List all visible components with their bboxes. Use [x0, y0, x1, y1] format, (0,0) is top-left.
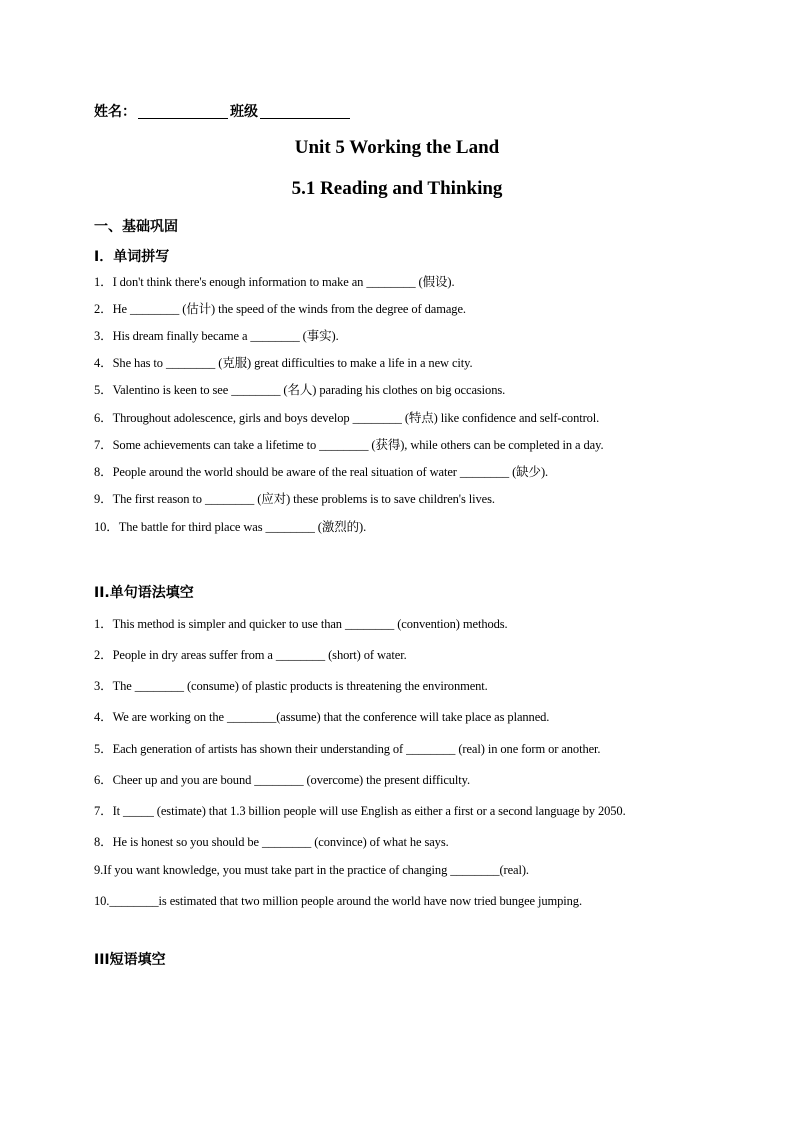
list-item	[94, 326, 339, 344]
item-number: 10.	[94, 894, 110, 908]
list-item	[94, 645, 407, 663]
section-heading-basics: 一、基础巩固	[94, 219, 178, 235]
item-number: 6．	[94, 411, 113, 425]
item-number: 9.	[94, 863, 104, 877]
unit-title: Unit 5 Working the Land	[294, 137, 500, 158]
item-number: 8．	[94, 835, 113, 849]
list-item	[94, 707, 549, 725]
item-text: I don't think there's enough information to make an ________ (假设).	[112, 275, 455, 289]
list-item	[94, 517, 366, 535]
list-item	[94, 408, 599, 426]
item-text: If you want knowledge, you must take part in the practice of changing ________(real).	[103, 863, 529, 877]
list-item	[94, 739, 600, 757]
list-item	[94, 462, 548, 480]
item-text: This method is simpler and quicker to use than ________ (convention) methods.	[112, 617, 508, 631]
item-text: It _____ (estimate) that 1.3 billion people will use English as either a first or a second language by 2050.	[112, 804, 626, 818]
item-text: People in dry areas suffer from a ________ (short) of water.	[112, 648, 407, 662]
name-label: 姓名：	[94, 104, 136, 120]
student-info-line	[94, 101, 352, 121]
list-item	[94, 435, 603, 453]
item-number: 4．	[94, 356, 113, 370]
item-number: 2．	[94, 648, 113, 662]
section-heading-spelling: I．单词拼写	[94, 249, 170, 265]
item-number: 10．	[94, 520, 119, 534]
list-item	[94, 676, 488, 694]
class-blank[interactable]	[260, 104, 350, 119]
item-text: People around the world should be aware of the real situation of water ________ (缺少).	[112, 465, 549, 479]
item-text: He ________ (估计) the speed of the winds from the degree of damage.	[112, 302, 466, 316]
item-number: 4．	[94, 710, 113, 724]
list-item	[94, 894, 582, 909]
section-heading-grammar: II.单句语法填空	[94, 585, 194, 601]
item-text: He is honest so you should be ________ (convince) of what he says.	[112, 835, 449, 849]
item-number: 3．	[94, 679, 113, 693]
list-item	[94, 863, 529, 878]
list-item	[94, 299, 466, 317]
item-number: 9．	[94, 492, 113, 506]
list-item	[94, 614, 508, 632]
list-item	[94, 832, 449, 850]
item-text: We are working on the ________(assume) that the conference will take place as planned.	[112, 710, 550, 724]
item-number: 1．	[94, 617, 113, 631]
item-number: 7．	[94, 804, 113, 818]
lesson-title: 5.1 Reading and Thinking	[291, 178, 503, 199]
item-text: Some achievements can take a lifetime to ________ (获得), while others can be completed in a day.	[112, 438, 604, 452]
item-number: 2．	[94, 302, 113, 316]
list-item	[94, 380, 505, 398]
name-blank[interactable]	[138, 104, 228, 119]
item-number: 8．	[94, 465, 113, 479]
item-text: She has to ________ (克服) great difficulties to make a life in a new city.	[112, 356, 473, 370]
item-text: The first reason to ________ (应对) these problems is to save children's lives.	[112, 492, 495, 506]
item-text: The battle for third place was ________ (激烈的).	[118, 520, 367, 534]
item-text: Each generation of artists has shown their understanding of ________ (real) in one form or another.	[112, 742, 601, 756]
list-item	[94, 770, 470, 788]
item-number: 6．	[94, 773, 113, 787]
item-number: 1．	[94, 275, 113, 289]
item-number: 5．	[94, 383, 113, 397]
item-text: ________is estimated that two million people around the world have now tried bungee jumping.	[109, 894, 582, 908]
list-item	[94, 489, 495, 507]
item-text: His dream finally became a ________ (事实).	[112, 329, 339, 343]
item-text: Throughout adolescence, girls and boys develop ________ (特点) like confidence and self-control.	[112, 411, 600, 425]
class-label: 班级	[230, 104, 258, 120]
list-item	[94, 353, 473, 371]
item-text: The ________ (consume) of plastic products is threatening the environment.	[112, 679, 488, 693]
item-number: 3．	[94, 329, 113, 343]
list-item	[94, 801, 626, 819]
item-number: 7．	[94, 438, 113, 452]
item-text: Cheer up and you are bound ________ (overcome) the present difficulty.	[112, 773, 471, 787]
section-heading-phrases: III短语填空	[94, 952, 166, 968]
item-number: 5．	[94, 742, 113, 756]
list-item	[94, 272, 455, 290]
item-text: Valentino is keen to see ________ (名人) parading his clothes on big occasions.	[112, 383, 506, 397]
